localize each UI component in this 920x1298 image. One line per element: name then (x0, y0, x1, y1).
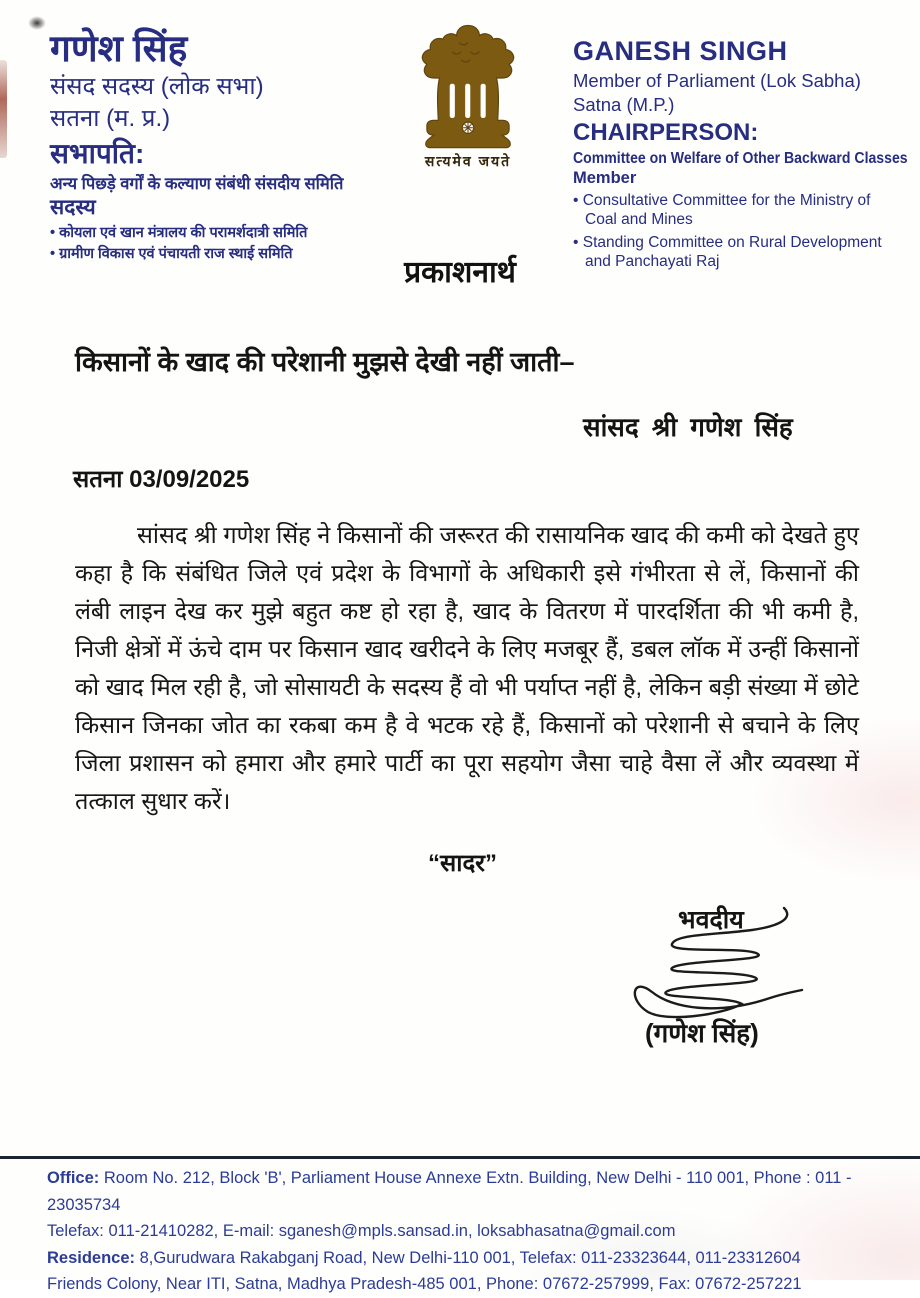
footer-residence-line (47, 1245, 897, 1272)
member-heading-english: Member (573, 169, 637, 188)
footer-office-line (47, 1165, 897, 1218)
signatory-name: (गणेश सिंह) (645, 1018, 759, 1048)
chairperson-committee-hindi: अन्य पिछड़े वर्गों के कल्याण संबंधी संसदीय समिति (50, 174, 344, 193)
committee-item: • Standing Committee on Rural Development and Panchayati Raj (573, 233, 903, 272)
mp-name-english: GANESH SINGH (573, 36, 788, 66)
footer-contact-block (47, 1165, 897, 1298)
mp-title-english: Member of Parliament (Lok Sabha) (573, 70, 861, 91)
mp-constituency-hindi: सतना (म. प्र.) (50, 104, 171, 132)
letterhead-right (573, 36, 908, 272)
chairperson-heading-hindi: सभापति: (50, 138, 145, 170)
salutation: “सादर” (428, 850, 497, 877)
publication-note: प्रकाशनार्थ (404, 256, 516, 289)
footer-telefax-line (47, 1218, 897, 1245)
satyameva-jayate-caption: सत्यमेव जयते (424, 153, 512, 169)
closing-bhavdiya: भवदीय (678, 906, 744, 934)
national-emblem (398, 22, 538, 171)
mp-name-hindi: गणेश सिंह (50, 28, 188, 69)
footer-satna-line: Friends Colony, Near ITI, Satna, Madhya Pradesh-485 001, Phone: 07672-257999, Fax: 07672-257221 (47, 1275, 802, 1293)
mp-constituency-english: Satna (M.P.) (573, 94, 675, 116)
telefax-text: 011-21410282, E-mail: sganesh@mpls.sansad.in, loksabhasatna@gmail.com (103, 1222, 676, 1240)
residence-label: Residence: (47, 1248, 136, 1267)
office-label: Office: (47, 1169, 100, 1187)
member-heading-hindi: सदस्य (50, 196, 96, 220)
chairperson-heading-english: CHAIRPERSON: (573, 119, 759, 147)
residence-text: 8,Gurudwara Rakabganj Road, New Delhi-110 001, Telefax: 011-23323644, 011-23312604 (135, 1248, 801, 1267)
committee-item: • Consultative Committee for the Ministry of Coal and Mines (573, 191, 903, 230)
scan-artifact-streak (0, 60, 7, 158)
mp-title-hindi: संसद सदस्य (लोक सभा) (50, 72, 264, 100)
byline: सांसद श्री गणेश सिंह (583, 412, 793, 442)
committee-item: • ग्रामीण विकास एवं पंचायती राज स्थाई समिति (50, 244, 380, 265)
footer-divider (0, 1156, 920, 1159)
letterhead-left (50, 28, 380, 265)
chairperson-committee-english: Committee on Welfare of Other Backward Classes (573, 150, 908, 168)
scan-artifact-smudge (28, 16, 46, 30)
signature-scribble (618, 896, 818, 1028)
office-text: Room No. 212, Block 'B', Parliament House Annexe Extn. Building, New Delhi - 110 001, Phone : 011 - 23035734 (47, 1169, 852, 1214)
letter-body: सांसद श्री गणेश सिंह ने किसानों की जरूरत की रासायनिक खाद की कमी को देखते हुए कहा है कि संबंधित जिले एवं प्रदेश के विभागों के अधिकारी इसे गंभीरता से लें, किसानों की लंबी लाइन देख कर मुझे बहुत कष्ट हो रहा है, खाद के वितरण में पारदर्शिता की भी कमी है, निजी क्षेत्रों में ऊंचे दाम पर किसान खाद खरीदने के लिए मजबूर हैं, डबल लॉक में उन्हीं किसानों को खाद मिल रही है, जो सोसायटी के सदस्य हैं वो भी पर्याप्त नहीं है, लेकिन बड़ी संख्या में छोटे किसान जिनका जोत का रकबा कम है वे भटक रहे हैं, किसानों को परेशानी से बचाने के लिए जिला प्रशासन को हमारा और हमारे पार्टी का पूरा सहयोग जैसा चाहे वैसा लें और व्यवस्था में तत्काल सुधार करें। (75, 522, 859, 814)
press-headline: किसानों के खाद की परेशानी मुझसे देखी नहीं जाती– (75, 347, 575, 377)
dateline: सतना 03/09/2025 (73, 466, 250, 493)
committee-item: • कोयला एवं खान मंत्रालय की परामर्शदात्री समिति (50, 223, 380, 244)
telefax-label: Telefax: (47, 1222, 104, 1240)
ashoka-lion-capital-icon (409, 22, 527, 150)
